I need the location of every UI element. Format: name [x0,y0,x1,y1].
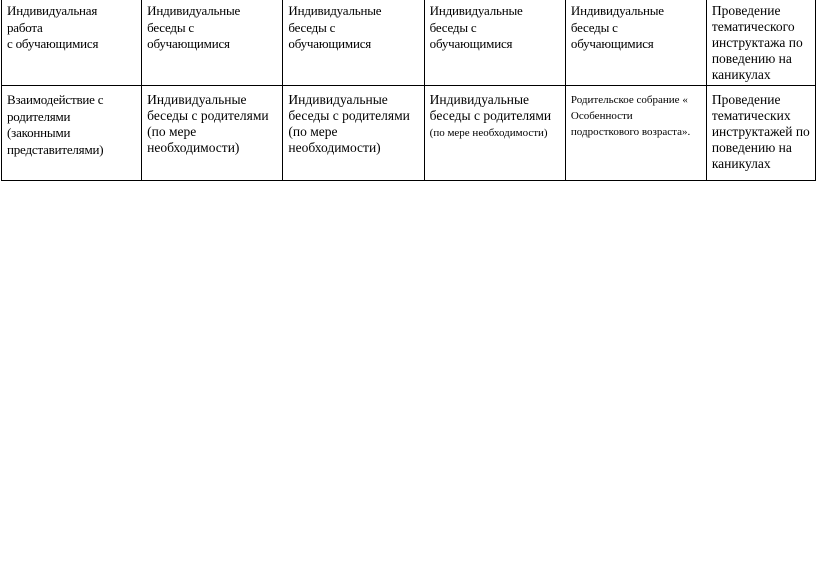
table-cell: Индивидуальные беседы с обучающимися [142,0,283,86]
table-row [2,86,816,181]
table-row [2,0,816,86]
table-cell [424,86,565,181]
table-cell: Индивидуальные беседы с родителями (по мере необходимости) [283,86,424,181]
cell-main-text: Индивидуальные беседы с родителями [429,92,552,123]
table-cell: Индивидуальные беседы с обучающимися [283,0,424,86]
work-plan-table [1,0,816,181]
table-cell: Индивидуальные беседы с родителями (по мере необходимости) [142,86,283,181]
cell-note-text: (по мере необходимости) [429,127,548,139]
table-cell: Взаимодействие с родителями (законными представителями) [2,86,142,181]
table-cell: Родительское собрание « Особенности подросткового возраста». [565,86,706,181]
table-cell: Индивидуальные беседы с обучающимися [565,0,706,86]
table-cell: Индивидуальные беседы с обучающимися [424,0,565,86]
table-cell: Проведение тематического инструктажа по поведению на каникулах [706,0,815,86]
table-cell: Проведение тематических инструктажей по поведению на каникулах [706,86,815,181]
table-cell: Индивидуальная работа с обучающимися [2,0,142,86]
